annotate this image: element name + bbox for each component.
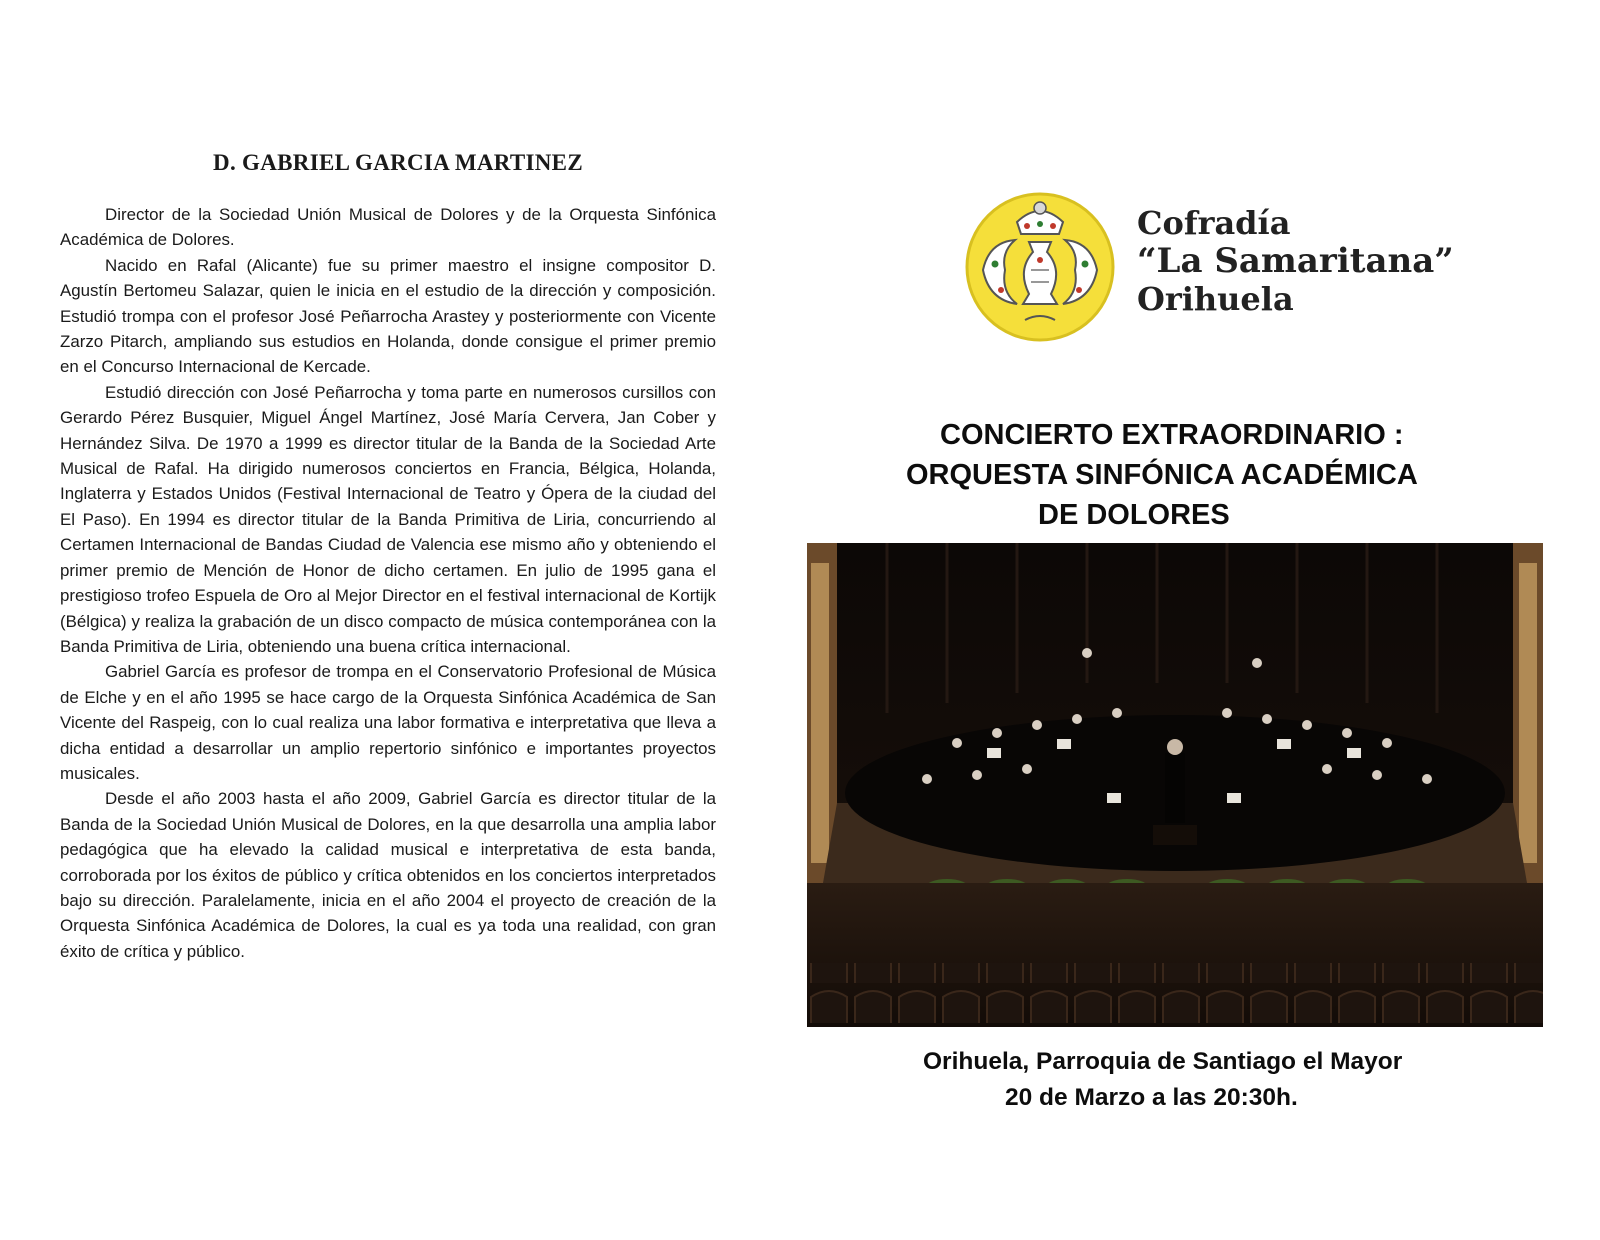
logo-line-samaritana: “La Samaritana” bbox=[1137, 241, 1454, 281]
biography-paragraph: Director de la Sociedad Unión Musical de Dolores y de la Orquesta Sinfónica Académica de Dolores. bbox=[60, 205, 716, 250]
date-time-text: 20 de Marzo a las 20:30h. bbox=[1005, 1084, 1298, 1111]
biography-paragraph: Desde el año 2003 hasta el año 2009, Gabriel García es director titular de la Banda de la Sociedad Unión Musical de Dolores, en la que desarrolla una amplia labor pedagógica que ha elevado la calidad musical e interpretativa de esta banda, corroborada por los éxitos de público y crítica obtenidos en los conciertos interpretados bajo su dirección. Paralelamente, inicia en el año 2004 el proyecto de creación de la Orquesta Sinfónica Académica de Dolores, la cual es ya toda una realidad, con gran éxito de crítica y público. bbox=[60, 789, 716, 961]
biography-paragraph: Nacido en Rafal (Alicante) fue su primer maestro el insigne compositor D. Agustín Bertomeu Salazar, quien le inicia en el estudio de la dirección y composición. Estudió trompa con el profesor José Peñarrocha Arastey y posteriormente con Vicente Zarzo Pitarch, ampliando sus estudios en Holanda, donde consigue el primer premio en el Concurso Internacional de Kercade. bbox=[60, 255, 716, 377]
heading-line-3: DE DOLORES bbox=[1038, 499, 1230, 531]
concert-column bbox=[820, 0, 1580, 1240]
biography-paragraph: Gabriel García es profesor de trompa en el Conservatorio Profesional de Música de Elche y en el año 1995 se hace cargo de la Orquesta Sinfónica Académica de San Vicente del Raspeig, con lo cual realiza una labor formativa e interpretativa que lleva a dicha entidad a desarrollar un amplio repertorio sinfónico e importantes proyectos musicales. bbox=[60, 662, 716, 783]
logo-wordmark bbox=[1137, 204, 1454, 318]
heading-line-1: CONCIERTO EXTRAORDINARIO : bbox=[940, 419, 1404, 451]
biography-title: D. GABRIEL GARCIA MARTINEZ bbox=[213, 150, 583, 175]
venue-text: Orihuela, Parroquia de Santiago el Mayor bbox=[923, 1048, 1403, 1075]
concert-venue-block bbox=[820, 1044, 1580, 1116]
concert-heading bbox=[906, 415, 1418, 535]
logo-line-orihuela: Orihuela bbox=[1137, 280, 1294, 318]
cofradia-logo bbox=[965, 192, 1465, 342]
biography-column bbox=[60, 150, 716, 964]
orchestra-photo bbox=[807, 543, 1543, 1027]
samaritana-emblem-icon bbox=[965, 192, 1115, 342]
heading-line-2: ORQUESTA SINFÓNICA ACADÉMICA bbox=[906, 459, 1418, 491]
logo-line-cofradia: Cofradía bbox=[1137, 204, 1291, 242]
biography-paragraph: Estudió dirección con José Peñarrocha y toma parte en numerosos cursillos con Gerardo Pérez Busquier, Miguel Ángel Martínez, José María Cervera, Jan Cober y Hernández Silva. De 1970 a 1999 es director titular de la Banda de la Sociedad Arte Musical de Rafal. Ha dirigido numerosos conciertos en Francia, Bélgica, Holanda, Inglaterra y Estados Unidos (Festival Internacional de Teatro y Ópera de la ciudad del El Paso). En 1994 es director titular de la Banda Primitiva de Liria, concurriendo al Certamen Internacional de Bandas Ciudad de Valencia ese mismo año y obteniendo el primer premio de Mención de Honor de dicho certamen. En julio de 1995 gana el prestigioso trofeo Espuela de Oro al Mejor Director en el festival internacional de Kortijk (Bélgica) y realiza la grabación de un disco compacto de música contemporánea con la Banda Primitiva de Liria, obteniendo una buena crítica internacional. bbox=[60, 382, 716, 656]
